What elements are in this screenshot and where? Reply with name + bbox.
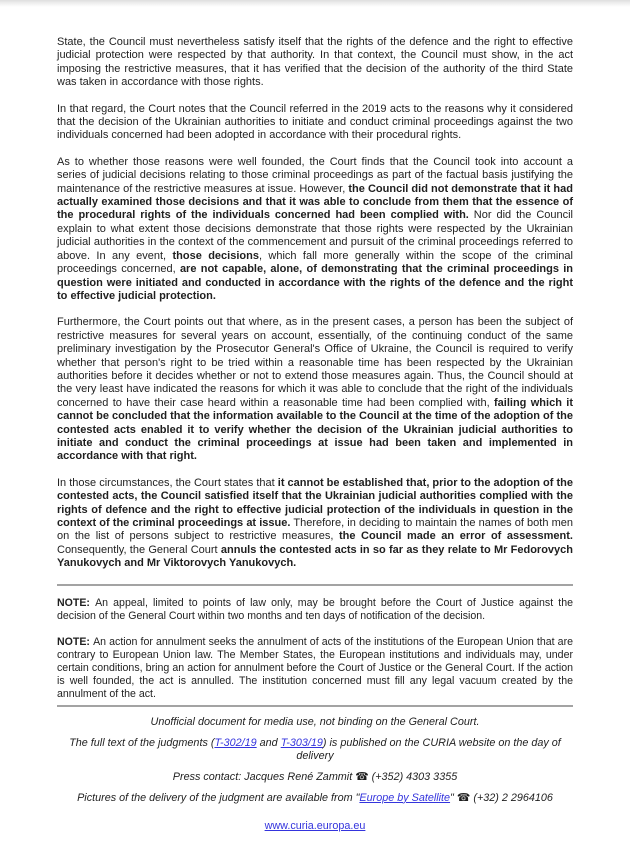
text-run: Press contact: Jacques René Zammit [172, 770, 356, 783]
note-paragraph [57, 597, 573, 623]
body-paragraph [57, 103, 573, 143]
curia-website-link[interactable]: www.curia.europa.eu [264, 819, 366, 832]
judgment-link-t-303-19[interactable]: T-303/19 [280, 736, 323, 749]
section-divider-top [57, 584, 573, 586]
text-run: ) is published on the CURIA website on the day of delivery [296, 736, 561, 762]
note-text: An appeal, limited to points of law only, may be brought before the Court of Justice against the decision of the General Court within two months and ten days of notification of the decision. [57, 596, 573, 622]
text-run: In that regard, the Court notes that the Council referred in the 2019 acts to the reasons why it considered that the decision of the Ukrainian authorities to initiate and conduct criminal proceedings against the two individuals concerned had been adopted in accordance with their procedural rights. [57, 102, 573, 142]
text-run: (+32) 2 2964106 [470, 791, 553, 804]
text-run: Pictures of the delivery of the judgment are available from " [77, 791, 360, 804]
section-divider-bottom [57, 705, 573, 707]
note-text: An action for annulment seeks the annulment of acts of the institutions of the European Union that are contrary to European Union law. The Member States, the European institutions and individuals may, under certain conditions, bring an action for annulment before the Court of Justice or the General Court. If the action is well founded, the act is annulled. The institution concerned must fill any legal vacuum created by the annulment of the act. [57, 635, 573, 700]
text-run: , which fall more generally within the scope of the criminal proceedings concerned, [57, 249, 573, 276]
note-paragraph [57, 636, 573, 701]
footer [57, 716, 573, 833]
text-run: Consequently, the General Court [57, 543, 221, 556]
text-run: Nor did the Council explain to what extent those decisions demonstrate that those rights were respected by the Ukrainian judicial authorities in the context of the commencement and pursuit of the criminal proceedings referred to above. In any event, [57, 209, 574, 262]
note-label: NOTE: [57, 635, 90, 648]
phone-icon: ☎ [355, 770, 369, 783]
text-run: the Council did not demonstrate that it had actually examined those decisions and that it was able to conclude from them that the essence of the procedural rights of the individuals concerned had been complied with. [57, 182, 573, 222]
text-run: those decisions [172, 249, 259, 262]
body-paragraph [57, 316, 573, 463]
footer-press-contact [57, 771, 573, 784]
body-paragraphs [57, 36, 573, 571]
judgment-link-t-302-19[interactable]: T-302/19 [214, 736, 257, 749]
text-run: failing which it cannot be concluded that the information available to the Council at the time of the adoption of the contested acts enabled it to verify whether the decision of the Ukrainian judicial authorities to initiate and conduct the criminal proceedings at issue had been taken and implemented in accordance with that right. [57, 396, 573, 463]
text-run: In those circumstances, the Court states that [57, 476, 278, 489]
note-label: NOTE: [57, 596, 90, 609]
phone-icon: ☎ [456, 791, 471, 804]
body-paragraph [57, 477, 573, 571]
text-run: The full text of the judgments ( [69, 736, 215, 749]
text-run: the Council made an error of assessment. [338, 530, 573, 543]
body-paragraph [57, 36, 573, 90]
footer-pictures [57, 792, 573, 805]
footer-full-text [57, 737, 573, 763]
text-run: annuls the contested acts in so far as they relate to Mr Fedorovych Yanukovych and Mr Viktorovych Yanukovych. [57, 543, 573, 570]
europe-by-satellite-link[interactable]: Europe by Satellite [359, 791, 451, 804]
text-run: State, the Council must nevertheless satisfy itself that the rights of the defence and the right to effective judicial protection were respected by that authority. In that context, the Council must show, in the act imposing the restrictive measures, that it has verified that the decision of the authority of the third State was taken in accordance with those rights. [57, 36, 573, 89]
text-run: Unofficial document for media use, not binding on the General Court. [150, 715, 480, 728]
text-run: (+352) 4303 3355 [368, 770, 458, 783]
text-run: it cannot be established that, prior to the adoption of the contested acts, the Council satisfied itself that the Ukrainian judicial authorities complied with the rights of defence and the right to effective judicial protection of the individuals in question in the context of the criminal proceedings at issue. [57, 476, 573, 529]
notes-section [57, 597, 573, 701]
text-run: " [450, 791, 457, 804]
text-run: are not capable, alone, of demonstrating that the criminal proceedings in question were initiated and conducted in accordance with the rights of the defence and the right to effective judicial protection. [57, 263, 574, 302]
text-run: and [256, 736, 281, 749]
document-body [0, 7, 630, 833]
text-run: As to whether those reasons were well founded, the Court finds that the Council took into account a series of judicial decisions relating to those criminal proceedings as part of the factual basis justifying the maintenance of the restrictive measures at issue. However, [57, 155, 573, 195]
text-run: Furthermore, the Court points out that where, as in the present cases, a person has been the subject of restrictive measures for several years on account, essentially, of the continuing conduct of the same preliminary investigation by the Prosecutor General's Office of Ukraine, the Council is required to verify whether that person's right to be tried within a reasonable time has been respected by the Ukrainian authorities before it decides whether or not to extend those measures again. Thus, the Council should at the very least have indicated the reasons for which it was able to conclude that the right of the individuals concerned to have their case heard within a reasonable time had been complied with, [57, 316, 573, 409]
footer-website [57, 820, 573, 833]
body-paragraph [57, 156, 573, 303]
page-top-edge [0, 0, 630, 7]
footer-disclaimer [57, 716, 573, 729]
text-run: Therefore, in deciding to maintain the names of both men on the list of persons subject to restrictive measures, [57, 517, 574, 543]
